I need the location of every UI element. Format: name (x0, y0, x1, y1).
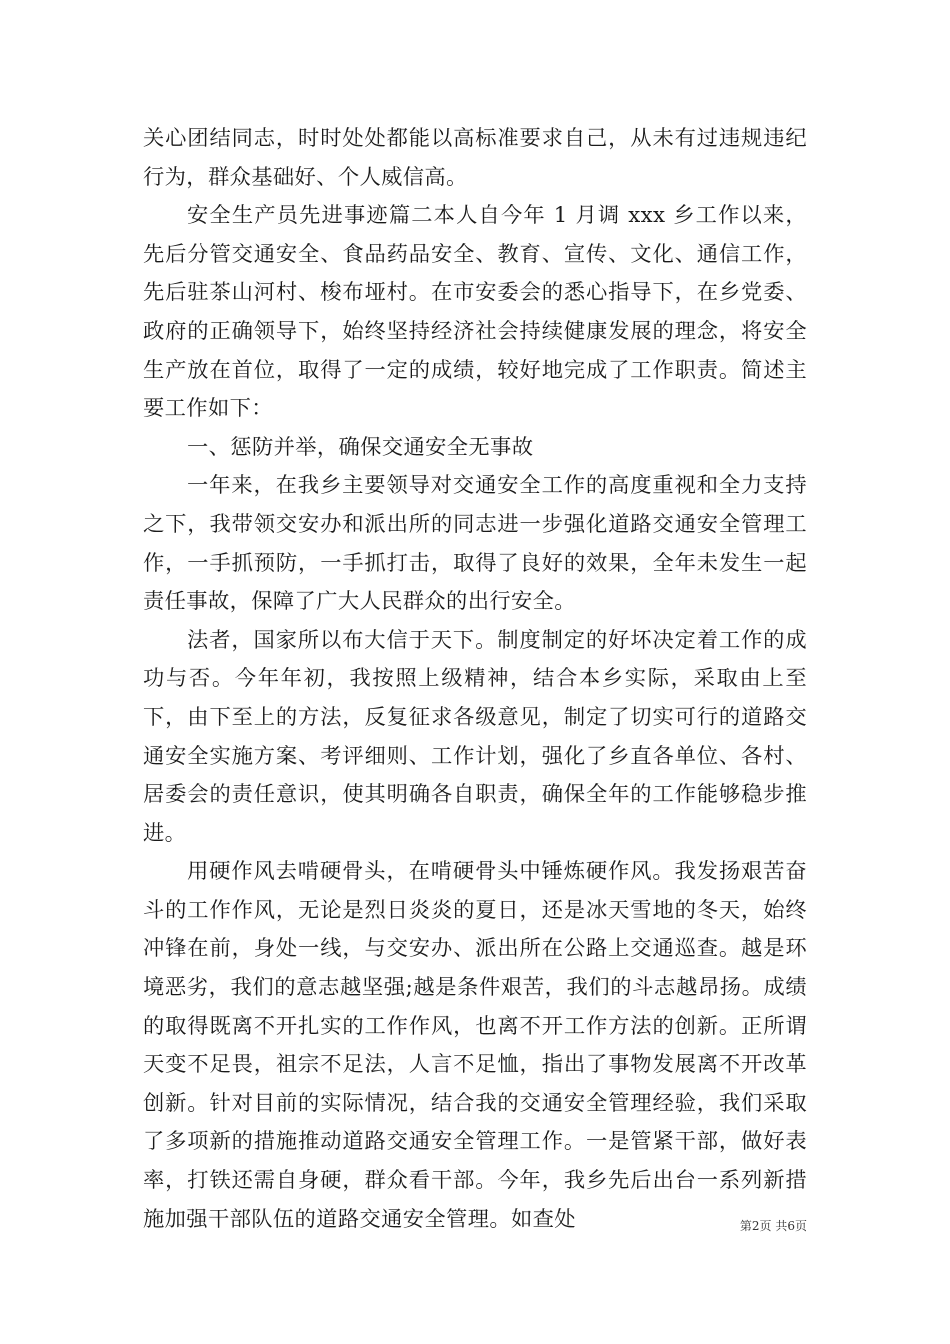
paragraph-work-style: 用硬作风去啃硬骨头，在啃硬骨头中锤炼硬作风。我发扬艰苦奋斗的工作作风，无论是烈日炎炎的夏日，还是冰天雪地的冬天，始终冲锋在前，身处一线，与交安办、派出所在公路上交通巡查。越是环境恶劣，我们的意志越坚强;越是条件艰苦，我们的斗志越昂扬。成绩的取得既离不开扎实的工作作风，也离不开工作方法的创新。正所谓天变不足畏，祖宗不足法，人言不足恤，指出了事物发展离不开改革创新。针对目前的实际情况，结合我的交通安全管理经验，我们采取了多项新的措施推动道路交通安全管理工作。一是管紧干部，做好表率，打铁还需自身硬，群众看干部。今年，我乡先后出台一系列新措施加强干部队伍的道路交通安全管理。如查处 (143, 859, 807, 1232)
footer-middle: 页 共 (759, 1219, 788, 1233)
paragraph-summary: 一年来，在我乡主要领导对交通安全工作的高度重视和全力支持之下，我带领交安办和派出所的同志进一步强化道路交通安全管理工作，一手抓预防，一手抓打击，取得了良好的效果，全年未发生一起责任事故，保障了广大人民群众的出行安全。 (143, 473, 807, 615)
page-number-footer (740, 1217, 807, 1234)
footer-current-page: 2 (751, 1219, 760, 1233)
section-heading: 一、惩防并举，确保交通安全无事故 (187, 434, 534, 460)
paragraph-rules: 法者，国家所以布大信于天下。制度制定的好坏决定着工作的成功与否。今年年初，我按照上级精神，结合本乡实际，采取由上至下，由下至上的方法，反复征求各级意见，制定了切实可行的道路交通安全实施方案、考评细则、工作计划，强化了乡直各单位、各村、居委会的责任意识，使其明确各自职责，确保全年的工作能够稳步推进。 (143, 627, 807, 846)
footer-suffix: 页 (794, 1219, 807, 1233)
footer-total-pages: 6 (787, 1219, 795, 1233)
document-body (143, 120, 807, 1239)
paragraph-intro: 安全生产员先进事迹篇二本人自今年 1 月调 xxx 乡工作以来，先后分管交通安全、食品药品安全、教育、宣传、文化、通信工作，先后驻茶山河村、梭布垭村。在市安委会的悉心指导下，在乡党委、政府的正确领导下，始终坚持经济社会持续健康发展的理念，将安全生产放在首位，取得了一定的成绩，较好地完成了工作职责。简述主要工作如下： (143, 203, 807, 422)
paragraph-continuation: 关心团结同志，时时处处都能以高标准要求自己，从未有过违规违纪行为，群众基础好、个人威信高。 (143, 126, 807, 190)
footer-prefix: 第 (739, 1219, 752, 1233)
